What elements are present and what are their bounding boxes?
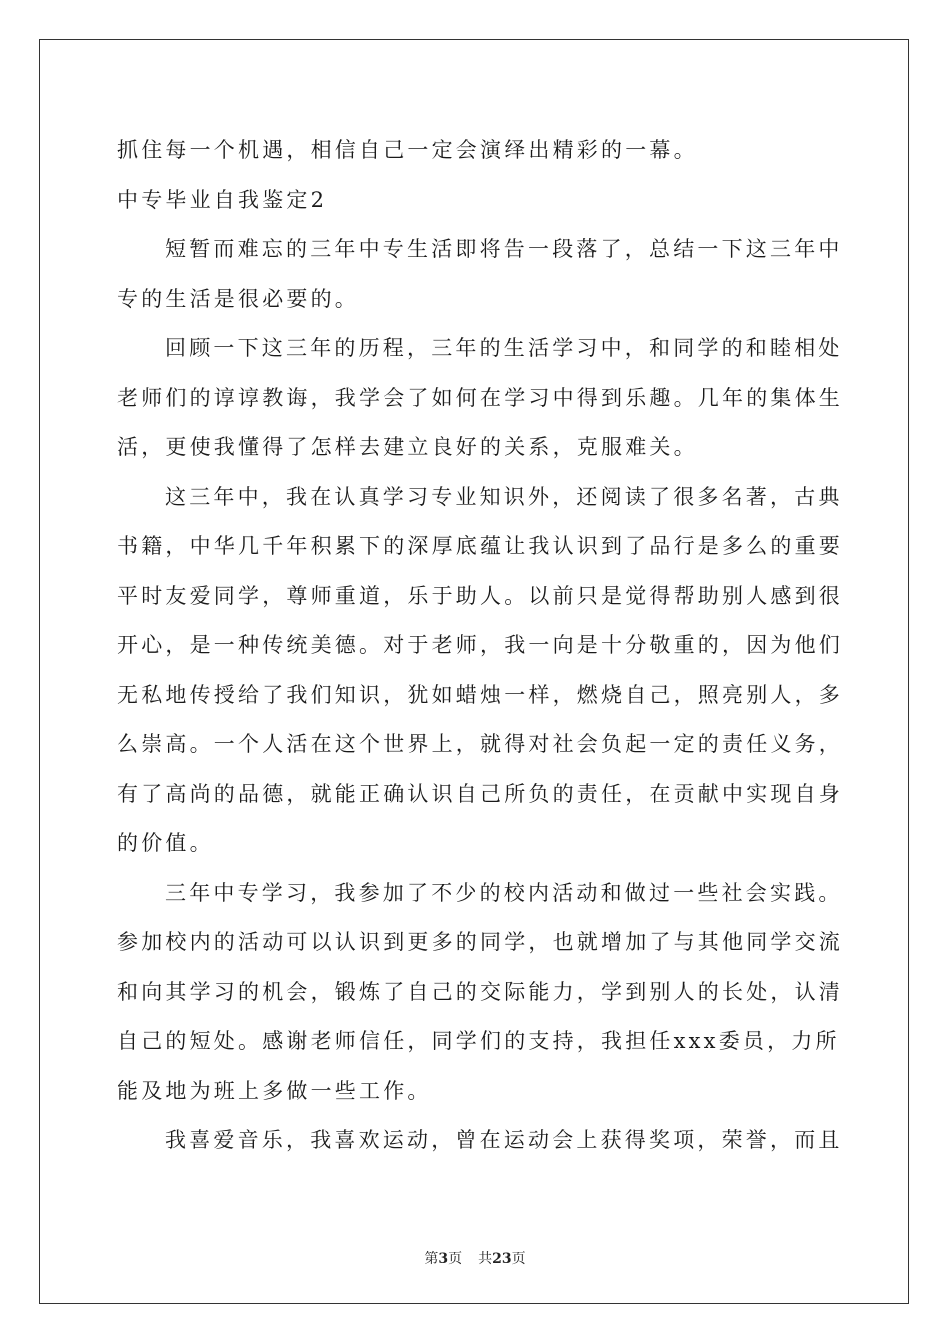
text-line-16: 三年中专学习，我参加了不少的校内活动和做过一些社会实践。 bbox=[165, 880, 843, 905]
text-line-12: 无私地传授给了我们知识，犹如蜡烛一样，燃烧自己，照亮别人，多 bbox=[117, 682, 843, 707]
text-line-20: 能及地为班上多做一些工作。 bbox=[117, 1078, 432, 1103]
footer-page-suffix: 页 bbox=[448, 1251, 463, 1267]
page-footer bbox=[0, 1248, 950, 1268]
text-line-3: 短暂而难忘的三年中专生活即将告一段落了，总结一下这三年中 bbox=[165, 237, 843, 261]
footer-prefix: 第 bbox=[424, 1251, 439, 1267]
text-line-10: 平时友爱同学，尊师重道，乐于助人。以前只是觉得帮助别人感到很 bbox=[117, 583, 843, 608]
text-line-8: 这三年中，我在认真学习专业知识外，还阅读了很多名著，古典 bbox=[165, 484, 843, 509]
text-line-1: 抓住每一个机遇，相信自己一定会演绎出精彩的一幕。 bbox=[117, 138, 698, 162]
footer-total-suffix: 页 bbox=[511, 1251, 526, 1267]
text-line-6: 老师们的谆谆教诲，我学会了如何在学习中得到乐趣。几年的集体生 bbox=[117, 385, 843, 410]
text-line-17: 参加校内的活动可以认识到更多的同学，也就增加了与其他同学交流 bbox=[117, 930, 843, 954]
text-line-7: 活，更使我懂得了怎样去建立良好的关系，克服难关。 bbox=[117, 435, 698, 459]
text-line-15: 的价值。 bbox=[117, 831, 214, 855]
text-line-13: 么崇高。一个人活在这个世界上，就得对社会负起一定的责任义务， bbox=[117, 732, 843, 756]
text-line-14: 有了高尚的品德，就能正确认识自己所负的责任，在贡献中实现自身 bbox=[117, 781, 843, 806]
footer-total-prefix: 共 bbox=[478, 1251, 493, 1267]
text-line-19: 自己的短处。感谢老师信任，同学们的支持，我担任xxx委员，力所 bbox=[117, 1029, 840, 1053]
text-line-18: 和向其学习的机会，锻炼了自己的交际能力，学到别人的长处，认清 bbox=[117, 979, 843, 1004]
current-page-number: 3 bbox=[438, 1251, 449, 1267]
total-pages-number: 23 bbox=[492, 1251, 512, 1267]
text-line-4: 专的生活是很必要的。 bbox=[117, 286, 359, 311]
document-body bbox=[117, 126, 843, 1166]
text-line-5: 回顾一下这三年的历程，三年的生活学习中，和同学的和睦相处 bbox=[165, 336, 843, 360]
section-heading: 中专毕业自我鉴定2 bbox=[117, 187, 328, 212]
text-line-9: 书籍，中华几千年积累下的深厚底蕴让我认识到了品行是多么的重要 bbox=[117, 534, 843, 558]
text-line-11: 开心，是一种传统美德。对于老师，我一向是十分敬重的，因为他们 bbox=[117, 633, 843, 657]
text-line-21: 我喜爱音乐，我喜欢运动，曾在运动会上获得奖项，荣誉，而且 bbox=[165, 1128, 843, 1152]
